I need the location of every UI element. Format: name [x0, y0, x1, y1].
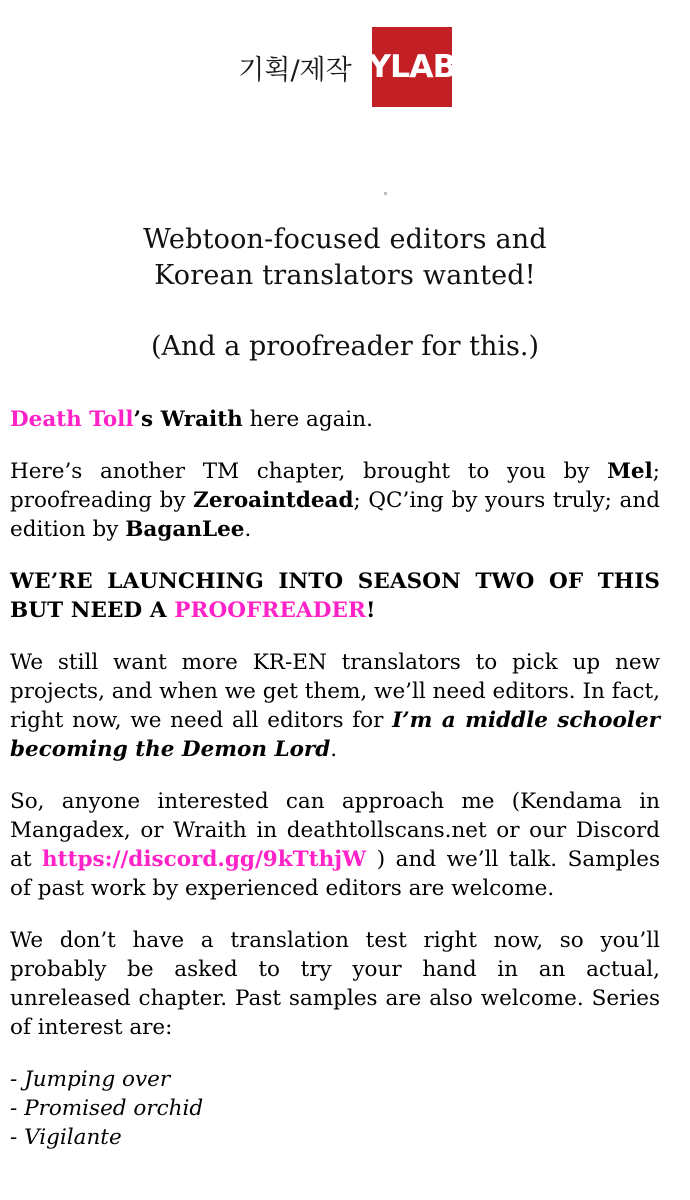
credit-name-baganlee: BaganLee: [125, 517, 245, 542]
recruiting-seg-1: We still want more KR-EN translators to pick up new projects, and when we get them, we’ll need editors. In fact, right now, we need all editors for: [10, 650, 660, 733]
credits-seg-3: ; QC’ing by yours truly; and edition by: [10, 488, 660, 542]
intro-rest: here again.: [242, 407, 373, 432]
credits-seg-2: ; proofreading by: [10, 459, 660, 513]
contact-seg-1: So, anyone interested can approach me (Kendama in Mangadex, or Wraith in deathtollscans.net or our Discord at: [10, 789, 660, 872]
series-of-interest-list: [10, 1065, 660, 1152]
headline-line-2: Korean translators wanted!: [154, 260, 536, 291]
credits-seg-4: .: [244, 517, 252, 542]
paragraph-contact: [10, 787, 660, 903]
series-title-demon-lord: I’m a middle schooler becoming the Demon Lord: [10, 708, 660, 762]
publisher-credit-block: [0, 0, 690, 110]
credit-name-zeroaintdead: Zeroaintdead: [193, 488, 354, 513]
contact-seg-2: ) and we’ll talk. Samples of past work by experienced editors are welcome.: [10, 847, 661, 901]
paragraph-intro: [10, 405, 660, 434]
paragraph-recruiting: [10, 648, 660, 764]
ylab-logo-text: YLAB: [367, 48, 456, 85]
brand-name: Death Toll: [10, 407, 134, 432]
paragraph-credits: [10, 457, 660, 544]
announcement-seg-2: !: [365, 598, 376, 623]
credit-name-mel: Mel: [607, 459, 653, 484]
list-item: - Promised orchid: [10, 1096, 204, 1121]
paragraph-announcement: [10, 567, 660, 625]
list-item: - Vigilante: [10, 1125, 122, 1150]
credits-seg-1: Here’s another TM chapter, brought to you by: [10, 459, 608, 484]
announcement-highlight: PROOFREADER: [174, 598, 366, 623]
announcement-seg-1: WE’RE LAUNCHING INTO SEASON TWO OF THIS BUT NEED A: [10, 569, 660, 623]
headline-block: [0, 222, 690, 365]
headline-subline: (And a proofreader for this.): [151, 331, 539, 362]
headline-line-1: Webtoon-focused editors and: [143, 224, 547, 255]
brand-suffix: ’s Wraith: [133, 407, 243, 432]
decorative-dot: [384, 192, 387, 195]
body-copy: [0, 405, 670, 1152]
recruiting-seg-2: .: [330, 737, 338, 762]
discord-link[interactable]: https://discord.gg/9kTthjW: [42, 847, 367, 872]
paragraph-test-info: We don’t have a translation test right now, so you’ll probably be asked to try your hand in an actual, unreleased chapter. Past samples are also welcome. Series of interest are:: [10, 928, 660, 1040]
list-item: - Jumping over: [10, 1067, 171, 1092]
credit-label: 기획/제작: [238, 54, 352, 86]
ylab-logo: [367, 27, 456, 107]
